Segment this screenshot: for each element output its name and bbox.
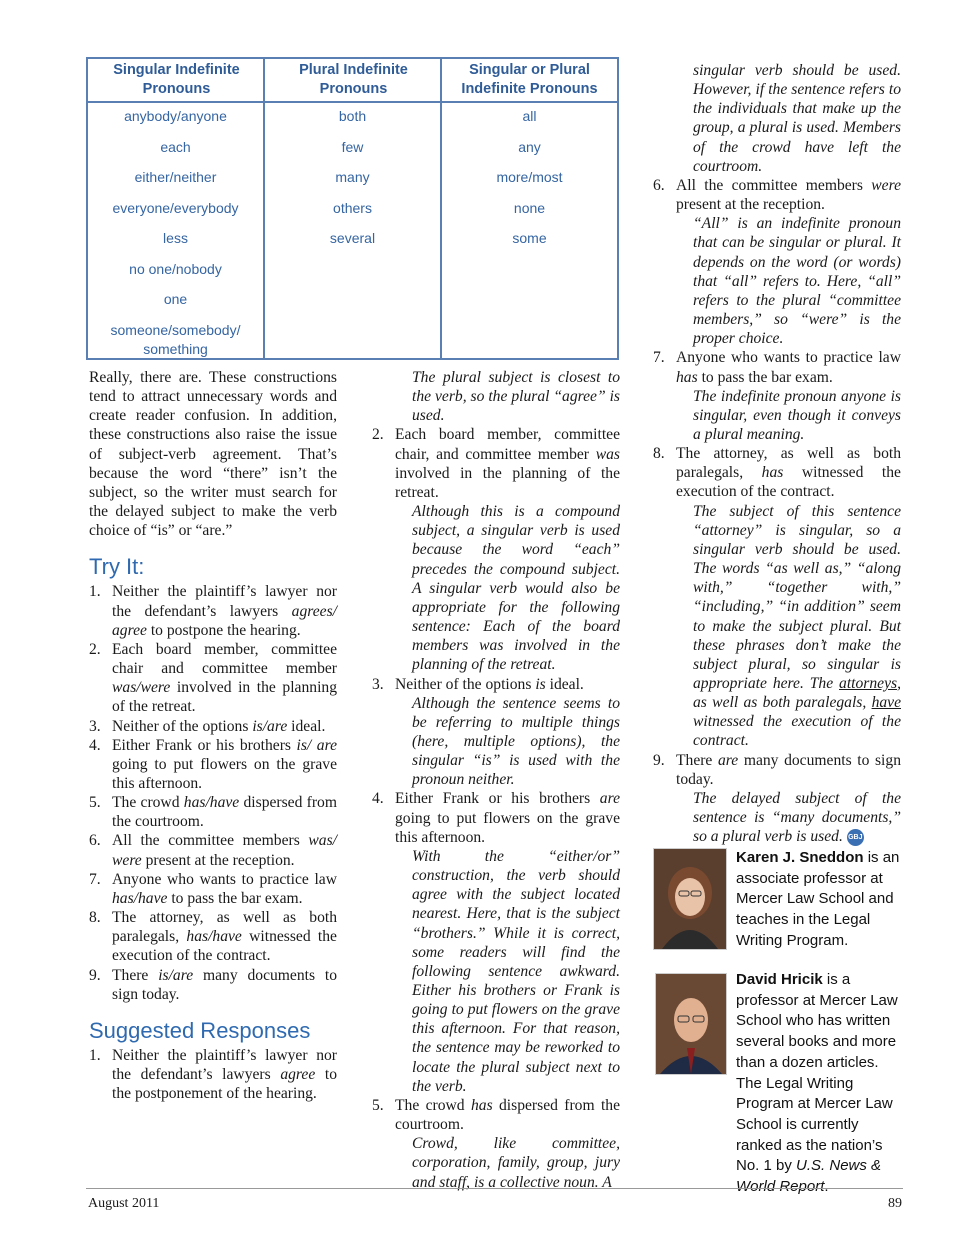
- table-cell: some: [512, 230, 547, 246]
- list-item: 4. Either Frank or his brothers are going to put flowers on the grave this afternoon.: [372, 790, 620, 846]
- list-item: 7. Anyone who wants to practice law has/have to pass the bar exam.: [89, 870, 337, 907]
- end-mark-icon: GBJ: [847, 829, 864, 846]
- table-cell: few: [341, 139, 364, 155]
- table-cell: more/most: [496, 169, 563, 185]
- table-cell: each: [160, 139, 191, 155]
- list-item: 2. Each board member, committee chair, and committee member was involved in the planning of the retreat.: [372, 426, 620, 501]
- list-item: 1. Neither the plaintiff’s lawyer nor the defendant’s lawyers agree to the postponement of the hearing.: [89, 1046, 338, 1103]
- list-item: 5. The crowd has/have dispersed from the courtroom.: [89, 794, 337, 831]
- list-item: 6. All the committee members was/ were present at the reception.: [89, 832, 337, 869]
- response-note: The plural subject is closest to the verb, so the plural “agree” is used.: [412, 369, 620, 425]
- response-note: The delayed subject of the sentence is “many documents,” so a plural verb is used. GBJ: [693, 789, 901, 846]
- list-item: 9. There is/are many documents to sign today.: [89, 966, 337, 1003]
- table-cell: anybody/anyone: [124, 108, 227, 124]
- table-cell: everyone/everybody: [112, 200, 239, 216]
- list-item: 2. Each board member, committee chair and committee member was/were involved in the planning of the retreat.: [89, 640, 337, 716]
- list-item: 3. Neither of the options is ideal.: [372, 675, 584, 693]
- suggested-responses-heading: Suggested Responses: [89, 1017, 311, 1043]
- table-header-plural: Plural Indefinite Pronouns: [265, 59, 442, 103]
- left-column: [89, 368, 337, 1103]
- footer-date: August 2011: [88, 1196, 160, 1211]
- response-note: Although the sentence seems to be referring to multiple things (here, multiple options), the singular “is” is used with the pronoun neither.: [412, 694, 620, 789]
- response-note: singular verb should be used. However, if the sentence refers to the individuals that make up the group, a plural is used. Members of the crowd have left the courtroom.: [693, 62, 901, 175]
- middle-column: [372, 368, 620, 1192]
- list-item: 8. The attorney, as well as both paralegals, has witnessed the execution of the contract.: [653, 445, 901, 501]
- list-item: 7. Anyone who wants to practice law has to pass the bar exam.: [653, 349, 901, 386]
- response-note: The indefinite pronoun anyone is singular, even though it conveys a plural meaning.: [693, 387, 901, 443]
- author-bio-david: David Hricik is a professor at Mercer Law School who has written several books and more than a dozen articles. The Legal Writing Program at Mercer Law School is currently ranked as the nation’s No. 1 by U.S. News & World Report.: [736, 971, 898, 1196]
- response-note: The subject of this sentence “attorney” is singular, so a singular verb should be used. The words “as well as,” “along with,” “together with,” “including,” “in addition” seem to make the subject plural. But these phrases don’t make the subject plural, so singular is appropriate here. The attorneys, as well as both paralegals, have witnessed the execution of the contract.: [693, 502, 901, 750]
- try-it-list: [89, 582, 337, 1003]
- author-bio-karen: Karen J. Sneddon is an associate professor at Mercer Law School and teaches in the Legal Writing Program.: [736, 849, 900, 949]
- footer-rule: [86, 1188, 903, 1189]
- table-cell: any: [518, 139, 541, 155]
- response-note: Although this is a compound subject, a singular verb is used because the word “each” precedes the compound subject. A singular verb would also be appropriate for the following sentence: Each of the board members was involved in the planning of the retreat.: [412, 503, 620, 674]
- table-header-singular: Singular Indefinite Pronouns: [88, 59, 265, 103]
- author-photo-karen: [653, 848, 727, 950]
- table-cell: someone/somebody/ something: [110, 322, 241, 357]
- page-number: 89: [888, 1196, 902, 1211]
- portrait-icon: [654, 849, 726, 949]
- right-column: [653, 61, 901, 846]
- list-item: 3. Neither of the options is/are ideal.: [89, 717, 326, 735]
- table-cell: none: [513, 200, 546, 216]
- list-item: 9. There are many documents to sign today.: [653, 751, 901, 788]
- try-it-heading: Try It:: [89, 554, 145, 580]
- table-cell: no one/nobody: [129, 261, 222, 277]
- table-cell: either/neither: [134, 169, 217, 185]
- table-cell: all: [522, 108, 537, 124]
- list-item: 4. Either Frank or his brothers is/ are going to put flowers on the grave this afternoon.: [89, 736, 338, 792]
- table-cell: others: [333, 200, 372, 216]
- table-header-singular-or-plural: Singular or Plural Indefinite Pronouns: [442, 59, 617, 103]
- response-note: With the “either/or” construction, the verb should agree with the subject located nearest. Here, that is the subject “brothers.” While it is correct, some readers will find the following sentence awkward. Either his brothers or Frank is going to put flowers on the grave this afternoon. For that reason, the sentence may be reworked to locate the plural subject next to the verb.: [412, 847, 620, 1095]
- table-cell: several: [329, 230, 376, 246]
- intro-paragraph: Really, there are. These constructions tend to attract unnecessary words and create reader confusion. In addition, these constructions also raise the issue of subject-verb agreement. That’s because the word “there” isn’t the subject, so the writer must search for the delayed subject to make the verb choice of “is” or “are.”: [89, 369, 337, 540]
- response-note: Crowd, like committee, corporation, family, group, jury and staff, is a collective noun. A: [412, 1135, 620, 1191]
- list-item: 8. The attorney, as well as both paralegals, has/have witnessed the execution of the contract.: [89, 909, 337, 965]
- list-item: 5. The crowd has dispersed from the courtroom.: [372, 1096, 621, 1134]
- list-item: 6. All the committee members were present at the reception.: [653, 176, 901, 214]
- indefinite-pronoun-table: [86, 57, 619, 360]
- table-cell: one: [163, 291, 188, 307]
- response-note: “All” is an indefinite pronoun that can be singular or plural. It depends on the word (or words) that “all” refers to. Here, “all” refers to the plural “committee members,” so “were” is the proper choice.: [693, 215, 901, 348]
- list-item: 1. Neither the plaintiff’s lawyer nor the defendant’s lawyers agrees/ agree to postpone the hearing.: [89, 583, 337, 639]
- table-cell: many: [335, 169, 370, 185]
- table-cell: less: [163, 230, 188, 246]
- table-cell: both: [338, 108, 367, 124]
